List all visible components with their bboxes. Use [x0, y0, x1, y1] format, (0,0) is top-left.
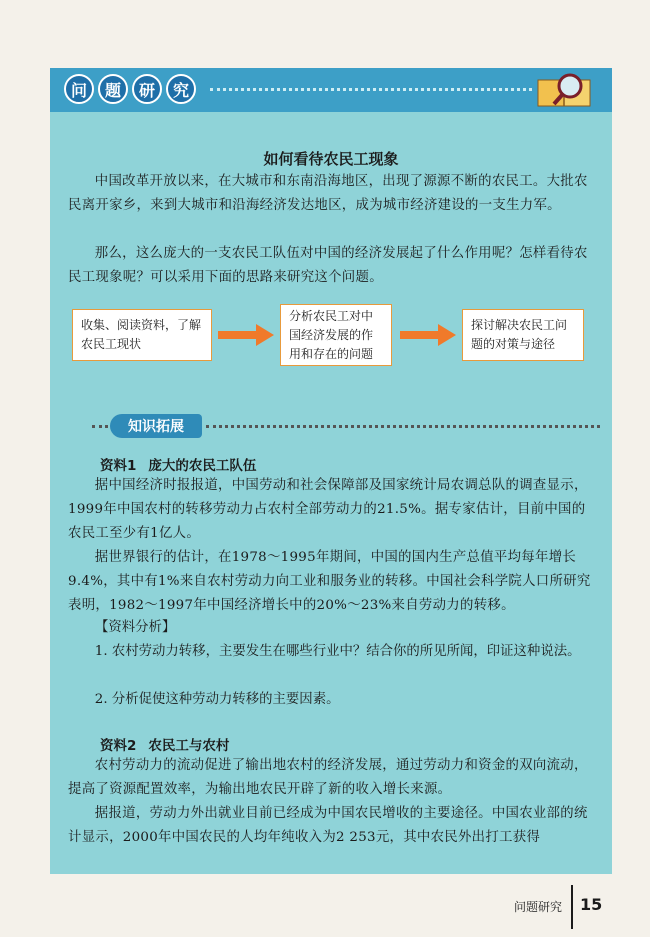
resource-2-paragraph-1: 农村劳动力的流动促进了输出地农村的经济发展，通过劳动力和资金的双向流动，提高了资源配置效率，为输出地农民开辟了新的收入增长来源。	[68, 758, 588, 797]
footer-section-name: 问题研究	[513, 900, 562, 914]
knowledge-dots-right	[206, 425, 600, 428]
flow-arrow-1	[218, 324, 274, 346]
analysis-heading: 【资料分析】	[95, 620, 176, 635]
footer-divider	[571, 885, 573, 929]
section-badge-2: 题	[98, 74, 128, 104]
knowledge-extension-label: 知识拓展	[110, 414, 202, 438]
book-magnifier-icon	[534, 70, 598, 110]
section-header-bar	[50, 68, 612, 112]
resource-2-heading	[100, 734, 229, 754]
research-panel	[50, 68, 612, 874]
flow-arrow-2	[400, 324, 456, 346]
resource-2-paragraph-2: 据报道，劳动力外出就业目前已经成为中国农民增收的主要途径。中国农业部的统计显示，2000年中国农民的人均年纯收入为2 253元，其中农民外出打工获得	[68, 806, 588, 845]
analysis-question-2: 2. 分析促使这种劳动力转移的主要因素。	[94, 692, 340, 707]
resource-2-title: 农民工与农村	[148, 738, 230, 754]
section-badge-4: 究	[166, 74, 196, 104]
flow-step-1: 收集、阅读资料，了解农民工现状	[72, 309, 212, 361]
flow-step-2: 分析农民工对中国经济发展的作用和存在的问题	[280, 304, 392, 366]
section-badge-3: 研	[132, 74, 162, 104]
intro-paragraph-1: 中国改革开放以来，在大城市和东南沿海地区，出现了源源不断的农民工。大批农民离开家乡，来到大城市和沿海经济发达地区，成为城市经济建设的一支生力军。	[68, 174, 588, 213]
header-dotted-line	[210, 88, 532, 91]
resource-1-heading	[100, 454, 256, 474]
section-badge-1: 问	[64, 74, 94, 104]
page-number: 15	[580, 895, 603, 914]
knowledge-dots-left	[92, 425, 108, 428]
resource-1-paragraph-2: 据世界银行的估计，在1978～1995年期间，中国的国内生产总值平均每年增长9.4%，其中有1%来自农村劳动力向工业和服务业的转移。中国社会科学院人口所研究表明，1982～1997年中国经济增长中的20%～23%来自劳动力的转移。	[68, 550, 591, 613]
flow-step-3: 探讨解决农民工问题的对策与途径	[462, 309, 584, 361]
section-title	[64, 74, 196, 104]
intro-paragraph-2: 那么，这么庞大的一支农民工队伍对中国的经济发展起了什么作用呢？怎样看待农民工现象呢？可以采用下面的思路来研究这个问题。	[68, 246, 588, 285]
article-title: 如何看待农民工现象	[263, 150, 399, 168]
resource-1-title: 庞大的农民工队伍	[148, 458, 257, 474]
resource-1-paragraph-1: 据中国经济时报报道，中国劳动和社会保障部及国家统计局农调总队的调查显示，1999年中国农村的转移劳动力占农村全部劳动力的21.5%。据专家估计，目前中国的农民工至少有1亿人。	[68, 478, 588, 541]
analysis-question-1: 1. 农村劳动力转移，主要发生在哪些行业中？结合你的所见所闻，印证这种说法。	[94, 644, 581, 659]
resource-2-number: 资料2	[100, 738, 137, 754]
resource-1-number: 资料1	[100, 458, 137, 474]
